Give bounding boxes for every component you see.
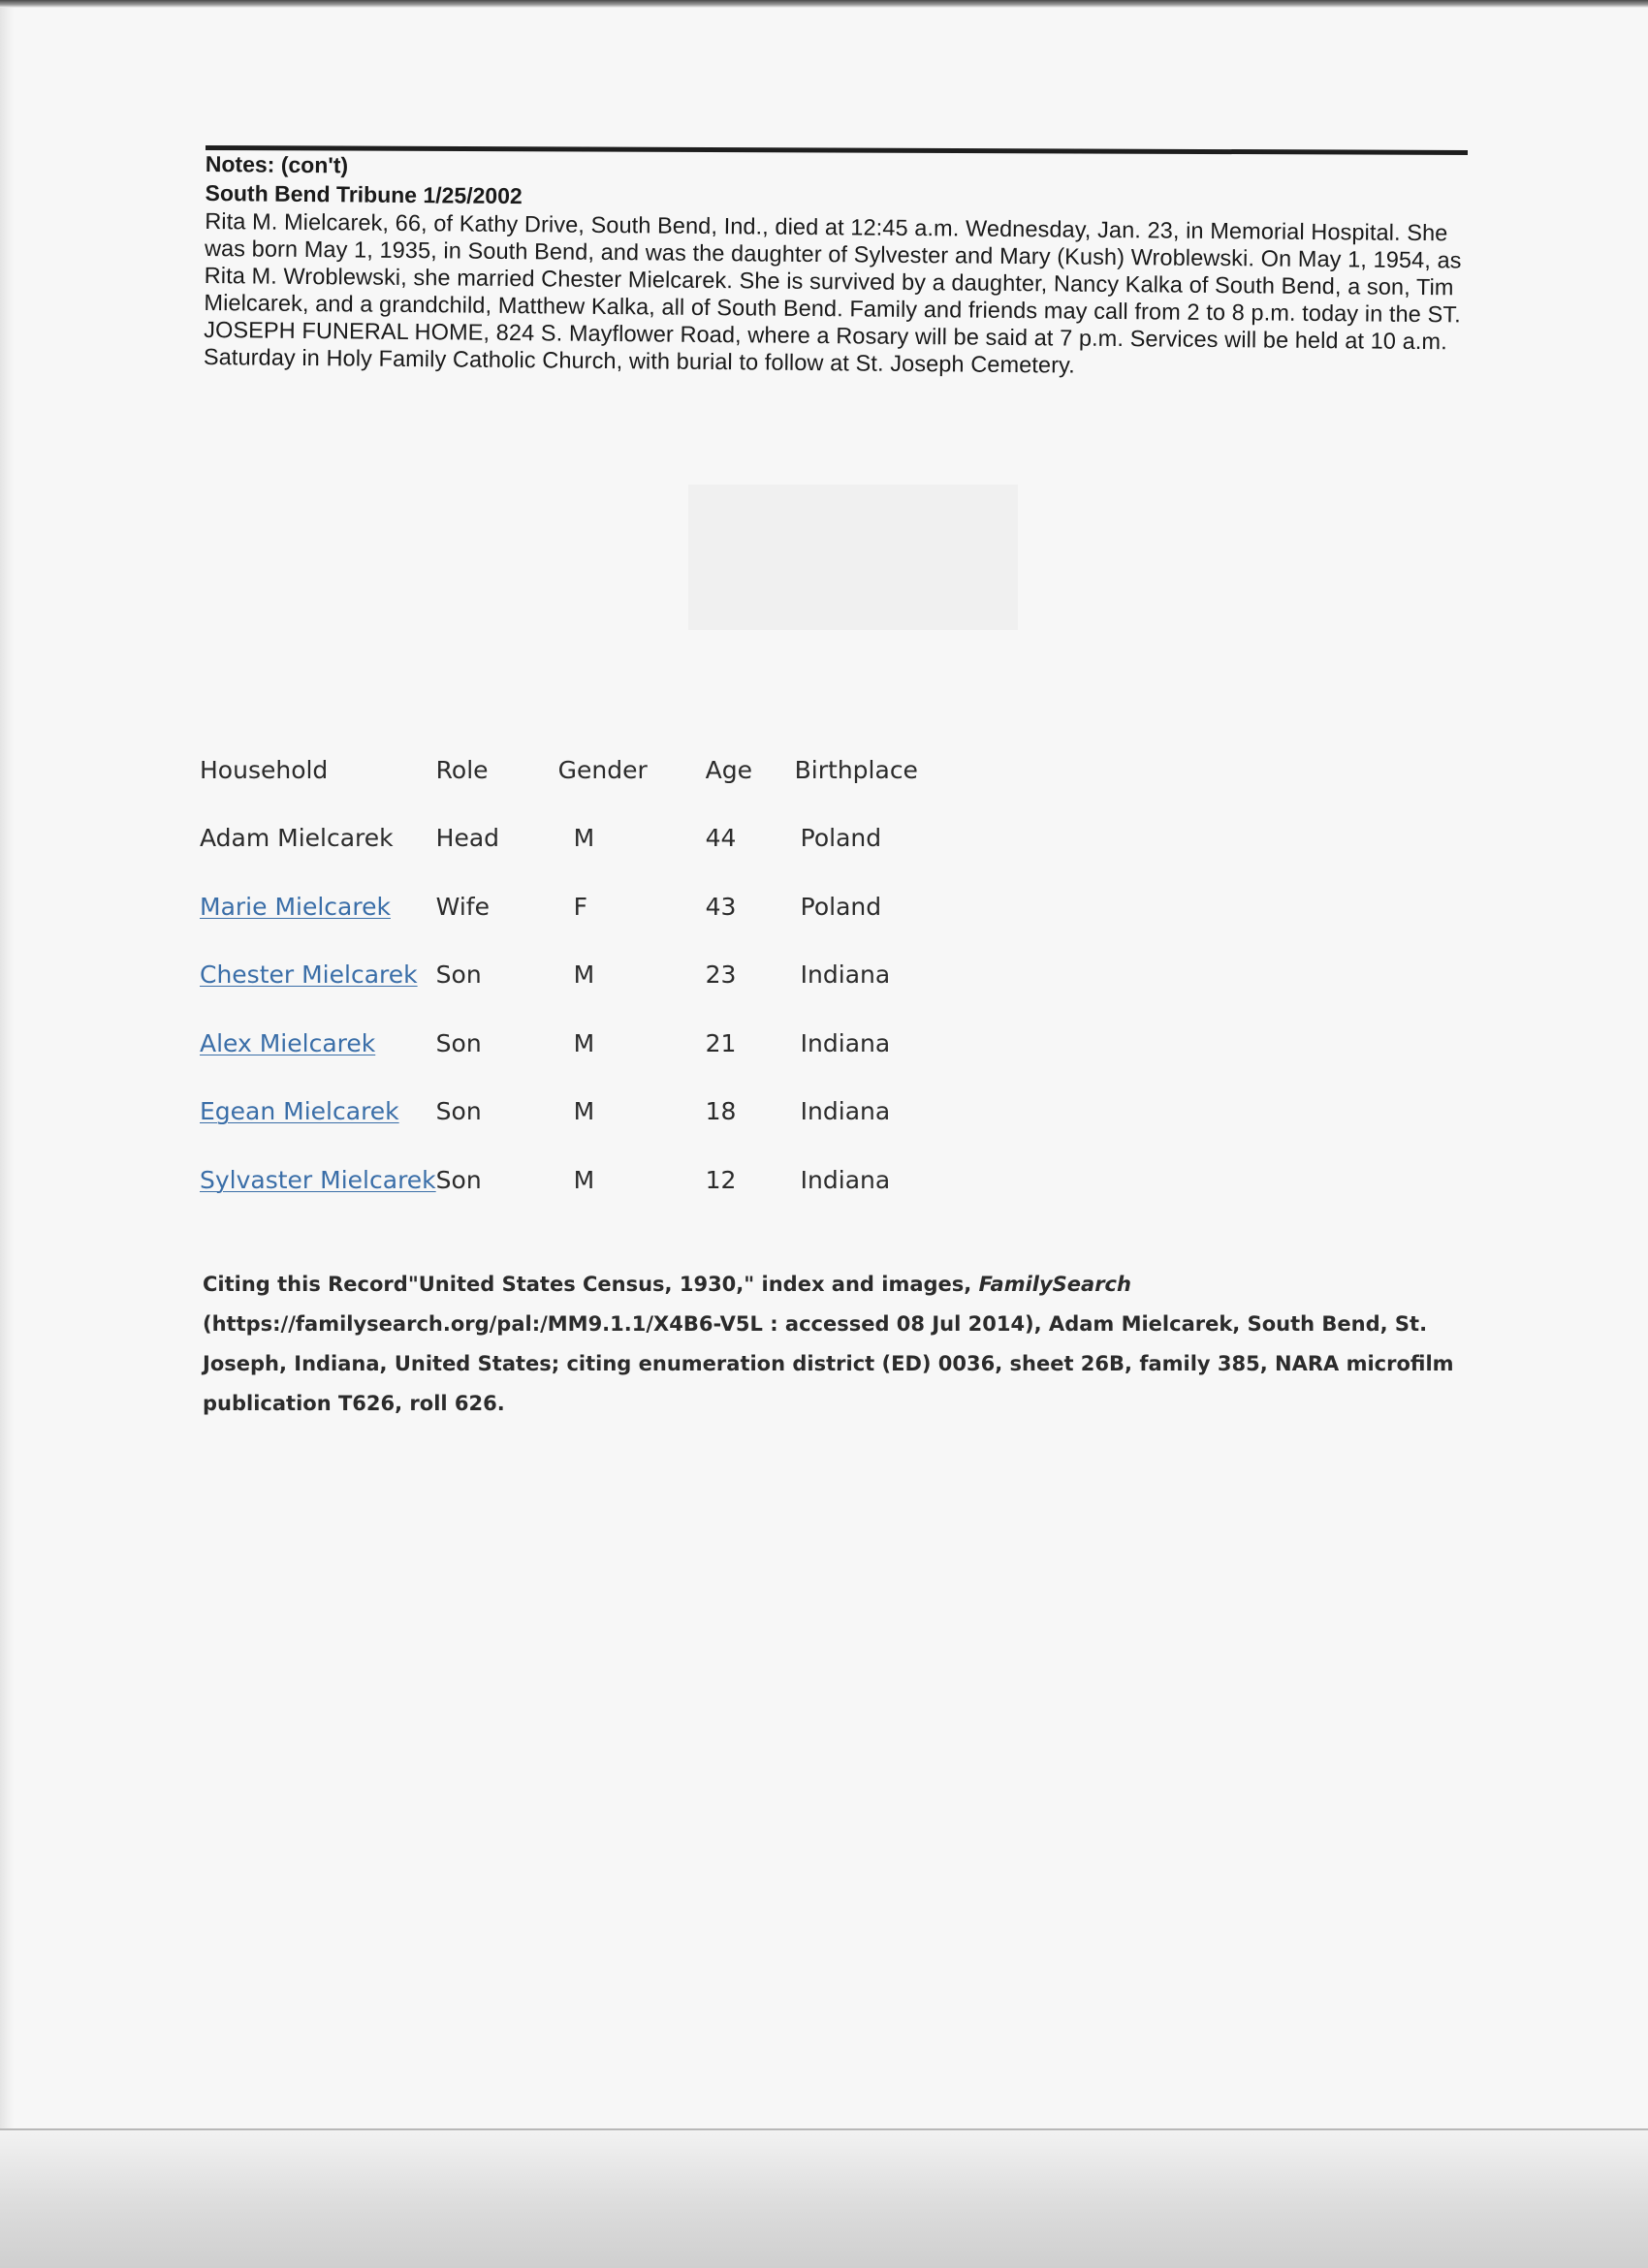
table-row xyxy=(200,893,995,961)
header-role: Role xyxy=(435,756,489,784)
member-age: 18 xyxy=(705,1097,737,1125)
member-age: 21 xyxy=(705,1028,737,1057)
member-gender: F xyxy=(573,892,588,921)
member-name: Adam Mielcarek xyxy=(200,824,394,852)
citation-site: FamilySearch xyxy=(978,1273,1131,1296)
member-name-link[interactable]: Egean Mielcarek xyxy=(200,1097,399,1125)
member-gender: M xyxy=(573,961,595,989)
member-age: 43 xyxy=(705,892,737,921)
header-age: Age xyxy=(705,756,753,784)
household-table xyxy=(200,756,995,1234)
member-birthplace: Poland xyxy=(800,892,882,921)
header-household: Household xyxy=(200,756,329,784)
table-row xyxy=(200,1097,995,1166)
member-gender: M xyxy=(573,1097,595,1125)
table-row xyxy=(200,1166,995,1235)
scan-smudge xyxy=(688,485,1018,630)
member-role: Head xyxy=(435,824,500,852)
member-age: 23 xyxy=(705,961,737,989)
table-row xyxy=(200,824,995,893)
member-role: Son xyxy=(435,1165,482,1194)
member-birthplace: Indiana xyxy=(800,1165,891,1194)
header-birthplace: Birthplace xyxy=(794,756,918,784)
member-role: Wife xyxy=(435,892,490,921)
household-header-row xyxy=(200,756,995,824)
table-row xyxy=(200,1029,995,1098)
member-role: Son xyxy=(435,1028,482,1057)
header-gender: Gender xyxy=(557,756,648,784)
citation-text xyxy=(203,1265,1463,1424)
obituary-text: Rita M. Mielcarek, 66, of Kathy Drive, South Bend, Ind., died at 12:45 a.m. Wednesday, Jan. 23, in Memorial Hospital. She was born May 1, 1935, in South Bend, and was the daughter of Sylvester and Mary (Kush) Wroblewski. On May 1, 1954, as Rita M. Wroblewski, she married Chester Mielcarek. She is survived by a daughter, Nancy Kalka of South Bend, a son, Tim Mielcarek, and a grandchild, Matthew Kalka, all of South Bend. Family and friends may call from 2 to 8 p.m. today in the ST. JOSEPH FUNERAL HOME, 824 S. Mayflower Road, where a Rosary will be said at 7 p.m. Services will be held at 10 a.m. Saturday in Holy Family Catholic Church, with burial to follow at St. Joseph Cemetery. xyxy=(203,207,1462,378)
member-gender: M xyxy=(573,1028,595,1057)
member-name-link[interactable]: Sylvaster Mielcarek xyxy=(200,1165,436,1194)
obituary-source: South Bend Tribune 1/25/2002 xyxy=(205,179,523,209)
member-name-link[interactable]: Alex Mielcarek xyxy=(200,1028,376,1057)
member-birthplace: Poland xyxy=(800,824,882,852)
citation-body: (https://familysearch.org/pal:/MM9.1.1/X4B6-V5L : accessed 08 Jul 2014), Adam Mielcarek, South Bend, St. Joseph, Indiana, United States; citing enumeration district (ED) 0036, sheet 26B, family 385, NARA microfilm publication T626, roll 626. xyxy=(203,1312,1454,1415)
member-role: Son xyxy=(435,1097,482,1125)
notes-heading: Notes: (con't) xyxy=(205,150,349,178)
member-role: Son xyxy=(435,961,482,989)
member-gender: M xyxy=(573,824,595,852)
citation-prefix: Citing this Record"United States Census, 1930," index and images, xyxy=(203,1273,979,1296)
member-gender: M xyxy=(573,1165,595,1194)
scan-bottom-edge xyxy=(0,2128,1648,2268)
member-birthplace: Indiana xyxy=(800,1097,891,1125)
member-birthplace: Indiana xyxy=(800,1028,891,1057)
member-birthplace: Indiana xyxy=(800,961,891,989)
member-age: 12 xyxy=(705,1165,737,1194)
table-row xyxy=(200,961,995,1029)
notes-section xyxy=(204,149,1466,382)
member-name-link[interactable]: Chester Mielcarek xyxy=(200,961,418,989)
member-name-link[interactable]: Marie Mielcarek xyxy=(200,892,391,921)
member-age: 44 xyxy=(705,824,737,852)
